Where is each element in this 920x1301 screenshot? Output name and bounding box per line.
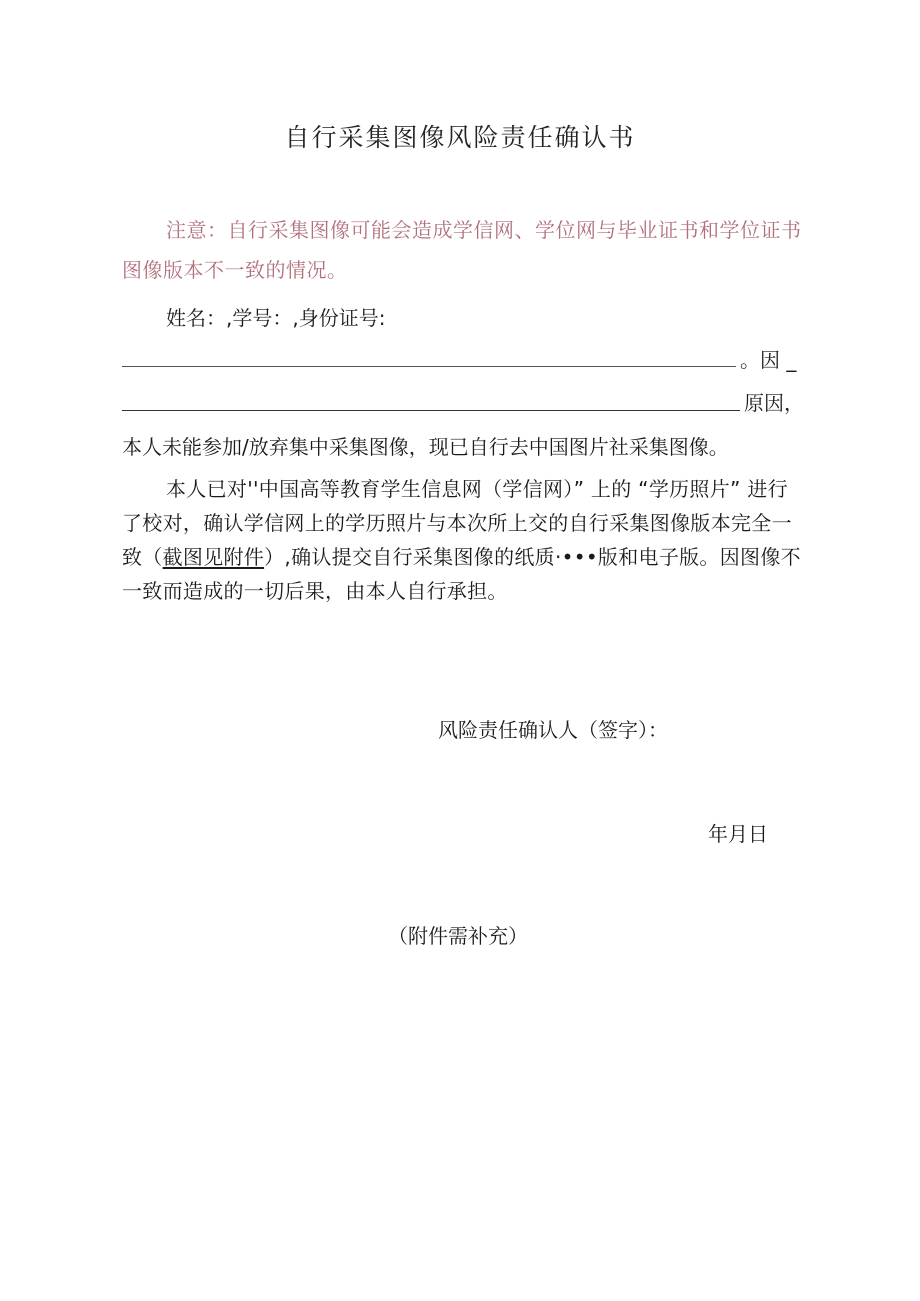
- blank-line-1: [122, 366, 736, 367]
- confirmation-text-part2: ）,确认提交自行采集图像的纸质·•••版和电子版。因图像不一致而造成的一切后果，由本人自行承担。: [122, 545, 801, 603]
- attachment-note: （附件需补充）: [388, 924, 528, 948]
- date-label: 年月日: [708, 822, 768, 846]
- document-title: 自行采集图像风险责任确认书: [284, 123, 636, 152]
- absence-statement: 本人未能参加/放弃集中采集图像，现已自行去中国图片社采集图像。: [122, 435, 729, 459]
- blank-line-1-tail: 。因 _: [740, 348, 797, 372]
- attachment-reference: 截图见附件: [162, 545, 265, 569]
- confirmation-paragraph: [122, 472, 802, 608]
- confirmation-text-part1: 本人已对''中国高等教育学生信息网（学信网）” 上的 “学历照片” 进行了校对，确认学信网上的学历照片与本次所上交的自行采集图像版本完全一致（: [122, 477, 792, 569]
- blank-line-2: [122, 410, 740, 411]
- signer-label: 风险责任确认人（签字）：: [438, 718, 668, 742]
- identity-line: 姓名：,学号：,身份证号:: [166, 306, 386, 330]
- blank-line-2-tail: 原因，: [744, 391, 804, 415]
- notice-text: 注意：自行采集图像可能会造成学信网、学位网与毕业证书和学位证书图像版本不一致的情况。: [122, 218, 802, 282]
